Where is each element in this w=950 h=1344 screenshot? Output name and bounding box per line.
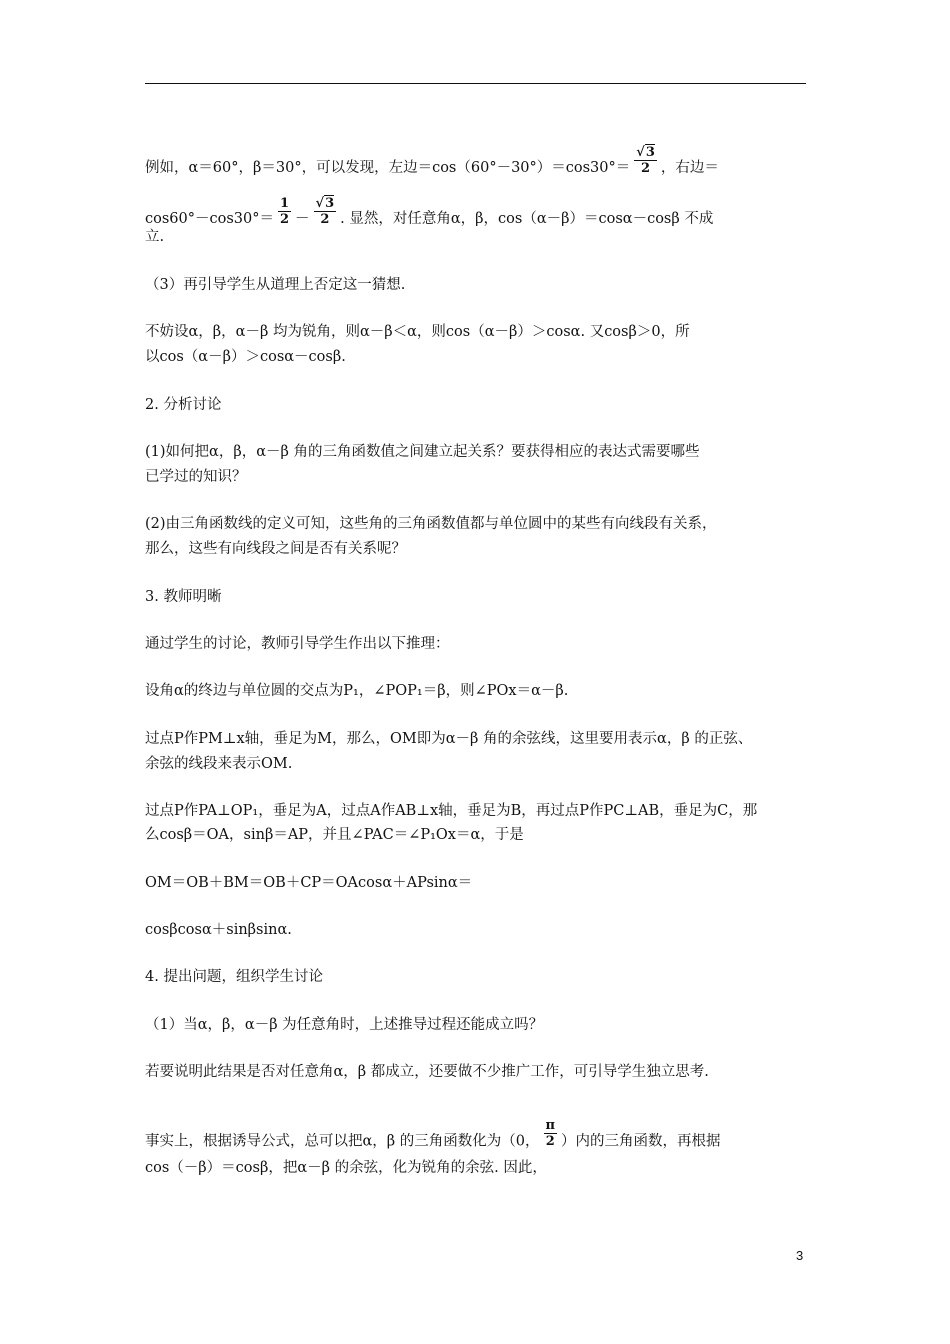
section-heading: 2. 分析讨论 xyxy=(145,397,222,413)
section-heading: 4. 提出问题，组织学生讨论 xyxy=(145,969,323,985)
radicand: 3 xyxy=(325,196,335,211)
denominator: 2 xyxy=(634,160,657,176)
text-line xyxy=(145,195,714,235)
numerator: 1 xyxy=(280,195,290,211)
text-span: － xyxy=(295,211,310,227)
text-span: ，右边＝ xyxy=(660,160,719,176)
fraction-sqrt3-over-2 xyxy=(314,195,337,227)
fraction-one-half xyxy=(278,196,291,227)
radical-sign: √ xyxy=(636,145,645,160)
numerator: π xyxy=(545,1118,556,1133)
text-line: 以cos（α－β）＞cosα－cosβ. xyxy=(145,349,346,365)
denominator: 2 xyxy=(314,211,337,227)
text-span: . 显然，对任意角α，β，cos（α－β）＝cosα－cosβ 不成 xyxy=(340,211,714,227)
header-rule xyxy=(145,83,806,84)
text-line: cosβcosα＋sinβsinα. xyxy=(145,922,292,938)
radicand: 3 xyxy=(645,145,655,160)
text-line: 那么，这些有向线段之间是否有关系呢？ xyxy=(145,541,406,557)
page-number: 3 xyxy=(796,1248,804,1263)
section-heading: 3. 教师明晰 xyxy=(145,589,222,605)
text-line: 不妨设α，β，α－β 均为锐角，则α－β＜α，则cos（α－β）＞cosα. 又cosβ＞0，所 xyxy=(145,324,690,340)
text-line: cos（－β）＝cosβ，把α－β 的余弦，化为锐角的余弦. 因此， xyxy=(145,1160,547,1176)
text-line: 立. xyxy=(145,229,165,245)
text-span: ）内的三角函数，再根据 xyxy=(561,1133,721,1150)
text-line: （1）当α，β，α－β 为任意角时，上述推导过程还能成立吗？ xyxy=(145,1017,544,1033)
text-line: 设角α的终边与单位圆的交点为P₁，∠POP₁＝β，则∠POx＝α－β. xyxy=(145,683,569,699)
text-line: 过点P作PA⊥OP₁，垂足为A，过点A作AB⊥x轴，垂足为B，再过点P作PC⊥AB，垂足为C，那 xyxy=(145,803,758,819)
text-line: 已学过的知识？ xyxy=(145,469,247,485)
text-line: 过点P作PM⊥x轴，垂足为M，那么，OM即为α－β 角的余弦线，这里要用表示α，β 的正弦、 xyxy=(145,731,753,747)
text-span: 事实上，根据诱导公式，总可以把α，β 的三角函数化为（0， xyxy=(145,1133,540,1150)
text-line: 么cosβ＝OA，sinβ＝AP，并且∠PAC＝∠P₁Ox＝α，于是 xyxy=(145,827,524,843)
denominator: 2 xyxy=(544,1133,558,1149)
denominator: 2 xyxy=(280,211,290,227)
fraction-sqrt3-over-2 xyxy=(634,144,657,176)
text-line: （3）再引导学生从道理上否定这一猜想. xyxy=(145,277,406,293)
text-line: (2)由三角函数线的定义可知，这些角的三角函数值都与单位圆中的某些有向线段有关系， xyxy=(145,516,717,532)
text-span: 例如，α＝60°，β＝30°，可以发现，左边＝cos（60°－30°）＝cos30°＝ xyxy=(145,160,631,176)
text-line xyxy=(145,145,719,184)
fraction-pi-over-2 xyxy=(544,1118,558,1149)
text-span: cos60°－cos30°＝ xyxy=(145,211,274,227)
text-line: 若要说明此结果是否对任意角α，β 都成立，还要做不少推广工作，可引导学生独立思考. xyxy=(145,1064,709,1080)
text-line: (1)如何把α，β，α－β 角的三角函数值之间建立起关系？要获得相应的表达式需要哪些 xyxy=(145,444,700,460)
text-line: OM＝OB＋BM＝OB＋CP＝OAcosα＋APsinα＝ xyxy=(145,875,473,891)
text-line: 余弦的线段来表示OM. xyxy=(145,756,293,772)
radical-sign: √ xyxy=(315,196,325,211)
text-line: 通过学生的讨论，教师引导学生作出以下推理： xyxy=(145,636,450,652)
text-line xyxy=(145,1118,721,1157)
